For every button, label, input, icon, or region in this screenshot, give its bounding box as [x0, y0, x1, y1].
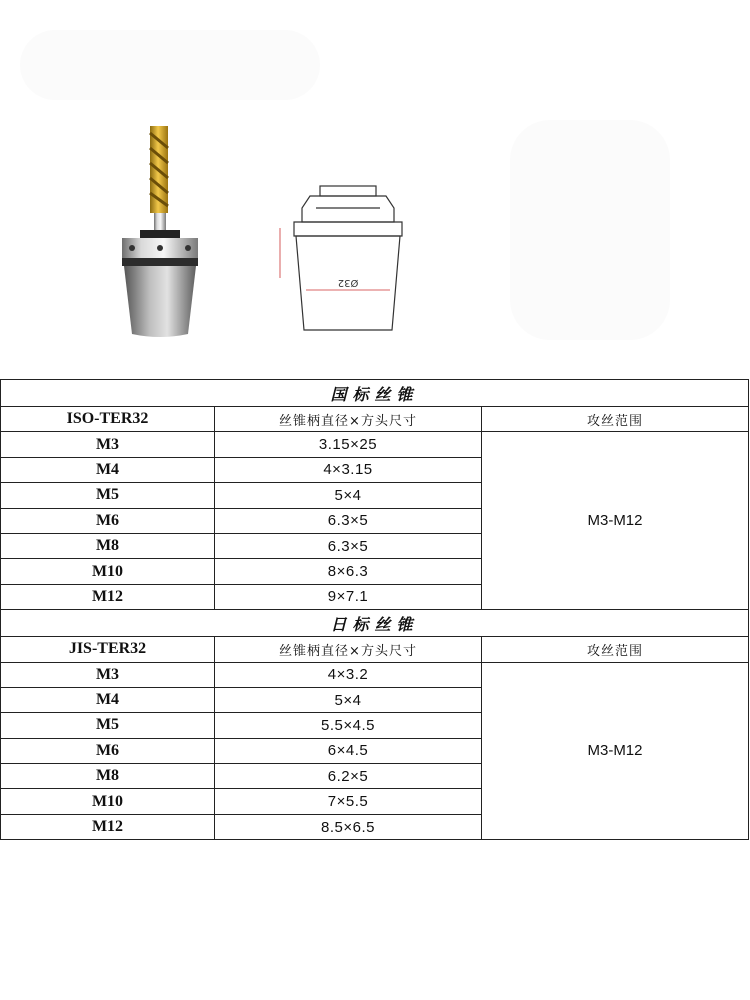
thread-size-cell: M5	[1, 713, 215, 738]
shank-spec-cell: 6.3×5	[215, 533, 482, 558]
section-title: 国标丝锥	[1, 380, 749, 407]
background-blur	[20, 30, 320, 100]
thread-size-cell: M3	[1, 432, 215, 457]
shank-spec-cell: 3.15×25	[215, 432, 482, 457]
product-figures	[0, 0, 750, 375]
collet-technical-drawing	[270, 178, 410, 338]
thread-size-cell: M12	[1, 814, 215, 839]
tapping-range-cell: M3-M12	[482, 662, 749, 840]
shank-spec-cell: 8×6.3	[215, 559, 482, 584]
shank-spec-cell: 6.2×5	[215, 764, 482, 789]
thread-size-cell: M4	[1, 687, 215, 712]
section-title-row	[1, 610, 749, 637]
thread-size-cell: M12	[1, 584, 215, 609]
tapping-range-cell: M3-M12	[482, 432, 749, 610]
background-blur	[510, 120, 670, 340]
tap-collet-spec-table	[0, 379, 749, 840]
shank-spec-cell: 4×3.15	[215, 457, 482, 482]
header-row	[1, 407, 749, 432]
shank-spec-cell: 4×3.2	[215, 662, 482, 687]
model-header: JIS-TER32	[1, 637, 215, 662]
tapping-range-header: 攻丝范围	[482, 637, 749, 662]
thread-size-cell: M4	[1, 457, 215, 482]
tapping-range-header: 攻丝范围	[482, 407, 749, 432]
section-title-row	[1, 380, 749, 407]
thread-size-cell: M8	[1, 764, 215, 789]
shank-spec-cell: 5×4	[215, 687, 482, 712]
shank-spec-cell: 6.3×5	[215, 508, 482, 533]
thread-size-cell: M8	[1, 533, 215, 558]
shank-spec-cell: 5.5×4.5	[215, 713, 482, 738]
thread-size-cell: M5	[1, 483, 215, 508]
thread-size-cell: M10	[1, 789, 215, 814]
table-row	[1, 662, 749, 687]
thread-size-cell: M6	[1, 508, 215, 533]
tap-collet-photo	[110, 118, 220, 348]
header-row	[1, 637, 749, 662]
section-title: 日标丝锥	[1, 610, 749, 637]
shank-spec-cell: 7×5.5	[215, 789, 482, 814]
shank-spec-cell: 8.5×6.5	[215, 814, 482, 839]
shank-spec-cell: 5×4	[215, 483, 482, 508]
model-header: ISO-TER32	[1, 407, 215, 432]
shank-size-header: 丝锥柄直径×方头尺寸	[215, 637, 482, 662]
thread-size-cell: M3	[1, 662, 215, 687]
thread-size-cell: M10	[1, 559, 215, 584]
table-row	[1, 432, 749, 457]
thread-size-cell: M6	[1, 738, 215, 763]
shank-size-header: 丝锥柄直径×方头尺寸	[215, 407, 482, 432]
drawing-dimension-label: Ø32	[337, 277, 359, 288]
shank-spec-cell: 9×7.1	[215, 584, 482, 609]
shank-spec-cell: 6×4.5	[215, 738, 482, 763]
